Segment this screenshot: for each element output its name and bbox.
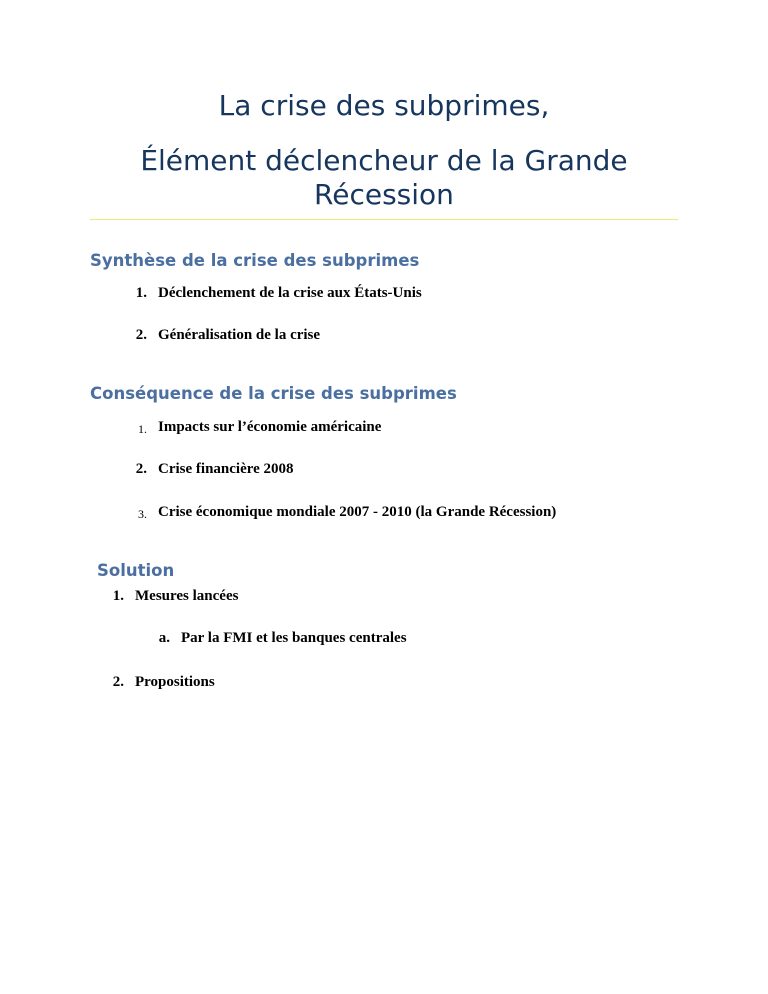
list-item-number: 1. [138, 422, 147, 436]
list-item-text: Propositions [135, 674, 215, 690]
list-item-number: 2. [135, 327, 147, 343]
list-item-text: Crise économique mondiale 2007 - 2010 (la Grande Récession) [158, 504, 557, 520]
list-item-number: 3. [138, 507, 147, 521]
section-heading-solution: Solution [97, 561, 175, 580]
section-heading-synthese: Synthèse de la crise des subprimes [90, 251, 420, 270]
document-title-line-1: La crise des subprimes, [218, 89, 550, 122]
list-item-number: 1. [135, 285, 147, 301]
document-title-line-2 [90, 144, 678, 212]
list-item-text: Généralisation de la crise [158, 327, 321, 343]
section-heading-consequence: Conséquence de la crise des subprimes [90, 384, 457, 403]
document-title-line-2b: Récession [314, 178, 454, 211]
list-item-number: 1. [112, 588, 124, 604]
list-item-text: Crise financière 2008 [158, 461, 294, 477]
list-item-text: Mesures lancées [135, 588, 239, 604]
title-underline-rule [90, 219, 678, 220]
list-item-letter: a. [158, 630, 170, 646]
list-item-number: 2. [112, 674, 124, 690]
document-title-line-2a: Élément déclencheur de la Grande [140, 144, 628, 177]
list-item-text: Déclenchement de la crise aux États-Unis [158, 285, 422, 301]
list-item-number: 2. [135, 461, 147, 477]
list-item-text: Impacts sur l’économie américaine [158, 419, 382, 435]
list-item-text: Par la FMI et les banques centrales [181, 630, 407, 646]
